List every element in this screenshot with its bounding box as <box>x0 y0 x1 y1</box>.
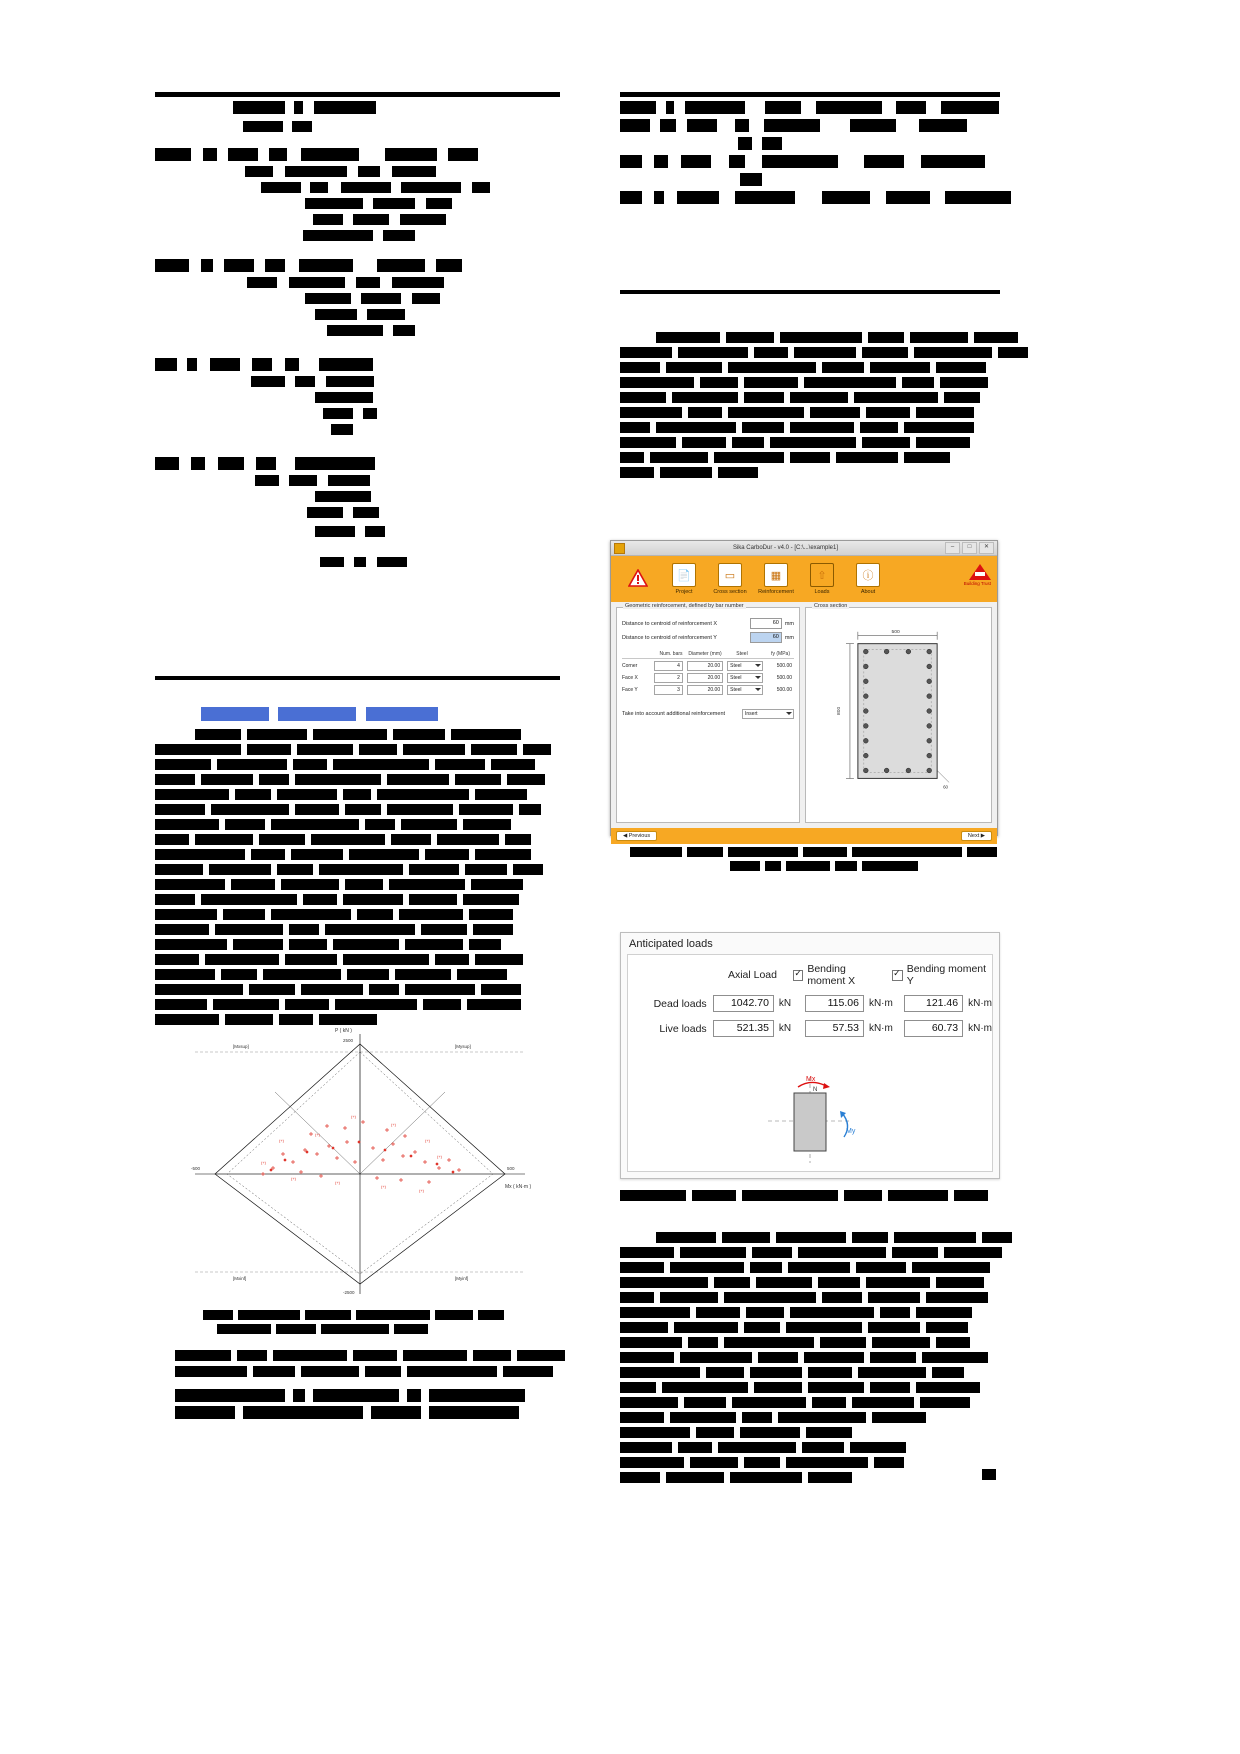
field-unit: mm <box>784 620 794 627</box>
ribbon-label: Project <box>675 589 693 595</box>
svg-text:(+): (+) <box>279 1138 284 1143</box>
svg-text:(+): (+) <box>437 1154 442 1159</box>
redacted-row <box>155 408 560 419</box>
field-distance-x[interactable] <box>622 618 794 629</box>
bending-y-checkbox[interactable] <box>892 970 903 981</box>
distance-y-input[interactable]: 60 <box>750 632 782 643</box>
field-label: Distance to centroid of reinforcement Y <box>622 634 717 641</box>
redacted-row <box>155 277 560 288</box>
rectangle-icon: ▭ <box>718 563 742 587</box>
svg-text:500: 500 <box>891 629 900 635</box>
ribbon-item-reinforcement[interactable] <box>753 563 799 595</box>
warning-icon <box>627 567 649 589</box>
redacted-row <box>155 376 560 387</box>
row-label: Face Y <box>622 687 638 693</box>
svg-text:2500: 2500 <box>343 1038 354 1043</box>
window-body <box>611 602 997 828</box>
dead-my-unit: kN·m <box>968 998 993 1009</box>
redacted-row <box>620 191 1000 204</box>
col-bending-x[interactable] <box>793 963 886 987</box>
svg-text:(+): (+) <box>351 1114 356 1119</box>
svg-text:(+): (+) <box>261 1160 266 1165</box>
svg-text:Mx: Mx <box>806 1076 816 1083</box>
live-mx-unit: kN·m <box>868 1023 893 1034</box>
redacted-row <box>155 325 560 336</box>
table-row[interactable] <box>622 685 794 695</box>
cross-section-svg <box>806 608 991 822</box>
redacted-row <box>620 119 1000 132</box>
document-icon: 📄 <box>672 563 696 587</box>
dead-axial-input[interactable]: 1042.70 <box>713 995 774 1012</box>
steel-select[interactable]: Steel <box>727 661 763 671</box>
diameter-input[interactable]: 20.00 <box>687 685 723 695</box>
ribbon-item-about[interactable] <box>845 563 891 595</box>
minimize-button[interactable]: – <box>945 542 960 554</box>
redacted-row <box>155 166 560 177</box>
left-column <box>155 92 560 1295</box>
live-loads-label: Live loads <box>659 1022 707 1035</box>
fy-value: 500.00 <box>767 686 794 694</box>
redacted-subtitle <box>155 121 560 132</box>
field-distance-y[interactable] <box>622 632 794 643</box>
svg-text:-500: -500 <box>191 1166 201 1171</box>
fy-value: 500.00 <box>767 674 794 682</box>
num-bars-input[interactable]: 2 <box>654 673 683 683</box>
col-bending-y-label: Bending moment Y <box>906 963 987 987</box>
dead-mx-unit: kN·m <box>868 998 893 1009</box>
svg-text:-2500: -2500 <box>343 1290 355 1295</box>
spacer <box>155 537 560 557</box>
redacted-row <box>155 392 560 403</box>
svg-text:P ( kN ): P ( kN ) <box>335 1028 352 1034</box>
anticipated-loads-panel <box>620 932 1000 1179</box>
ribbon-label: About <box>860 589 876 595</box>
additional-reinforcement-select[interactable]: Insert <box>742 709 794 719</box>
redacted-row <box>155 293 560 304</box>
maximize-button[interactable]: □ <box>962 542 977 554</box>
num-bars-input[interactable]: 4 <box>654 661 683 671</box>
col-0 <box>622 651 656 657</box>
redacted-row <box>155 557 560 567</box>
rebar-icon: ▦ <box>764 563 788 587</box>
dead-my-input[interactable]: 121.46 <box>904 995 963 1012</box>
live-loads-row[interactable] <box>628 1020 992 1037</box>
field-label: Distance to centroid of reinforcement X <box>622 620 718 627</box>
redacted-footnote <box>175 1350 565 1419</box>
interaction-diagram-svg <box>175 1022 545 1302</box>
redacted-figure-caption-2 <box>620 1190 988 1201</box>
num-bars-input[interactable]: 3 <box>654 685 683 695</box>
ribbon-toolbar[interactable] <box>611 556 997 602</box>
sika-logo <box>964 564 991 586</box>
reinforcement-panel <box>616 603 800 823</box>
close-button[interactable]: ✕ <box>979 542 994 554</box>
diameter-input[interactable]: 20.00 <box>687 661 723 671</box>
ribbon-label: Cross section <box>713 589 747 595</box>
panel-caption: Geometric reinforcement, defined by bar number <box>625 603 744 609</box>
redacted-paragraph-right <box>620 332 1000 478</box>
rebar-table <box>622 651 794 695</box>
live-my-unit: kN·m <box>968 1023 993 1034</box>
redacted-paragraph-bottom <box>620 1232 1000 1483</box>
load-diagram-svg <box>628 1073 992 1165</box>
ribbon-item-loads[interactable] <box>799 563 845 595</box>
live-mx-input[interactable]: 57.53 <box>805 1020 864 1037</box>
next-button[interactable]: Next ▶ <box>961 831 992 841</box>
redacted-caption <box>203 1310 504 1334</box>
right-column <box>620 92 1000 1135</box>
redacted-row <box>155 475 560 486</box>
svg-text:(+): (+) <box>391 1122 396 1127</box>
dead-loads-label: Dead loads <box>653 997 707 1010</box>
sika-tagline: Building Trust <box>963 581 991 586</box>
redacted-row <box>155 259 560 272</box>
table-row[interactable] <box>622 661 794 671</box>
steel-select[interactable]: Steel <box>727 673 763 683</box>
anticipated-loads-title: Anticipated loads <box>629 938 713 950</box>
redacted-row <box>155 358 560 371</box>
window-titlebar[interactable] <box>611 541 997 556</box>
row-label: Face X <box>622 675 638 681</box>
additional-reinforcement-row[interactable] <box>622 709 794 719</box>
field-unit: mm <box>784 634 794 641</box>
redacted-row <box>620 137 1000 150</box>
svg-text:Mx ( kN·m ): Mx ( kN·m ) <box>505 1184 532 1190</box>
distance-x-input[interactable]: 60 <box>750 618 782 629</box>
redacted-row <box>155 214 560 225</box>
redacted-row <box>155 198 560 209</box>
redacted-row <box>620 173 1000 186</box>
svg-text:[Mysup]: [Mysup] <box>455 1044 471 1049</box>
dead-loads-row[interactable] <box>628 995 992 1012</box>
redacted-paragraph <box>155 729 560 1025</box>
svg-text:[Mxsup]: [Mxsup] <box>233 1044 249 1049</box>
cross-section-drawing <box>806 608 991 822</box>
panel-caption: Cross section <box>814 603 848 609</box>
svg-text:(+): (+) <box>419 1188 424 1193</box>
load-orientation-diagram <box>628 1073 992 1165</box>
redacted-row <box>155 507 560 518</box>
sika-triangle-icon <box>969 564 991 580</box>
ribbon-label: Reinforcement <box>758 589 794 595</box>
ribbon-item-cross-section[interactable] <box>707 563 753 595</box>
col-4: fy (MPa) <box>771 651 790 657</box>
col-axial-load: Axial Load <box>727 969 777 981</box>
table-row[interactable] <box>622 673 794 683</box>
redacted-row <box>155 491 560 502</box>
cross-section-panel <box>805 603 992 823</box>
redacted-row <box>155 457 560 470</box>
redacted-row <box>155 230 560 241</box>
svg-text:(+): (+) <box>425 1138 430 1143</box>
svg-text:500: 500 <box>507 1166 515 1171</box>
live-axial-input[interactable]: 521.35 <box>713 1020 774 1037</box>
row-label: Corner <box>622 663 638 669</box>
ribbon-warning <box>615 567 661 591</box>
svg-text:N: N <box>813 1087 818 1093</box>
sika-carbodur-window[interactable] <box>610 540 998 839</box>
dead-mx-input[interactable]: 115.06 <box>805 995 864 1012</box>
bending-x-checkbox[interactable] <box>793 970 803 981</box>
interaction-diagram <box>175 1022 545 1302</box>
svg-text:(+): (+) <box>335 1180 340 1185</box>
dead-axial-unit: kN <box>778 998 792 1009</box>
svg-text:60: 60 <box>943 784 949 790</box>
svg-text:800: 800 <box>837 706 843 715</box>
fy-value: 500.00 <box>767 662 794 670</box>
live-my-input[interactable]: 60.73 <box>904 1020 963 1037</box>
steel-select[interactable]: Steel <box>727 685 763 695</box>
app-icon <box>614 543 625 554</box>
redacted-row <box>155 526 560 537</box>
svg-text:(+): (+) <box>315 1132 320 1137</box>
svg-text:[Myinf]: [Myinf] <box>455 1276 469 1281</box>
svg-text:My: My <box>846 1128 856 1135</box>
ribbon-item-project[interactable] <box>661 563 707 595</box>
table-header <box>622 651 794 659</box>
section-rule-bottom <box>155 676 560 680</box>
diameter-input[interactable]: 20.00 <box>687 673 723 683</box>
load-arrow-icon: ⇧ <box>810 563 834 587</box>
redacted-row <box>155 182 560 193</box>
col-2: Diameter (mm) <box>688 651 722 657</box>
svg-text:(+): (+) <box>291 1176 296 1181</box>
anticipated-loads-body <box>627 954 993 1172</box>
ribbon-label: Loads <box>814 589 830 595</box>
window-title: Sika CarboDur - v4.0 - [C:\...\example1] <box>732 545 839 551</box>
redacted-figure-caption <box>630 847 997 871</box>
svg-text:[Mxinf]: [Mxinf] <box>233 1276 247 1281</box>
additional-reinforcement-label: Take into account additional reinforcement <box>622 711 726 717</box>
redacted-row <box>620 155 1000 168</box>
page-number <box>982 1466 996 1484</box>
col-bending-x-label: Bending moment X <box>807 963 856 987</box>
svg-text:(+): (+) <box>381 1184 386 1189</box>
col-3: Steel <box>736 651 748 657</box>
redacted-row <box>155 309 560 320</box>
window-footer[interactable] <box>611 828 997 844</box>
info-icon: ⓘ <box>856 563 880 587</box>
highlighted-heading <box>201 707 438 726</box>
section-rule-top-right <box>620 92 1000 97</box>
loads-column-headers <box>628 955 992 987</box>
section-rule-mid-right <box>620 290 1000 294</box>
redacted-row <box>155 424 560 435</box>
section-rule-top <box>155 92 560 97</box>
previous-button[interactable]: ◀ Previous <box>616 831 657 841</box>
redacted-title <box>155 101 560 114</box>
col-bending-y[interactable] <box>892 963 992 987</box>
col-1: Num. bars <box>659 651 683 657</box>
live-axial-unit: kN <box>778 1023 792 1034</box>
redacted-row <box>620 101 1000 114</box>
redacted-row <box>155 148 560 161</box>
